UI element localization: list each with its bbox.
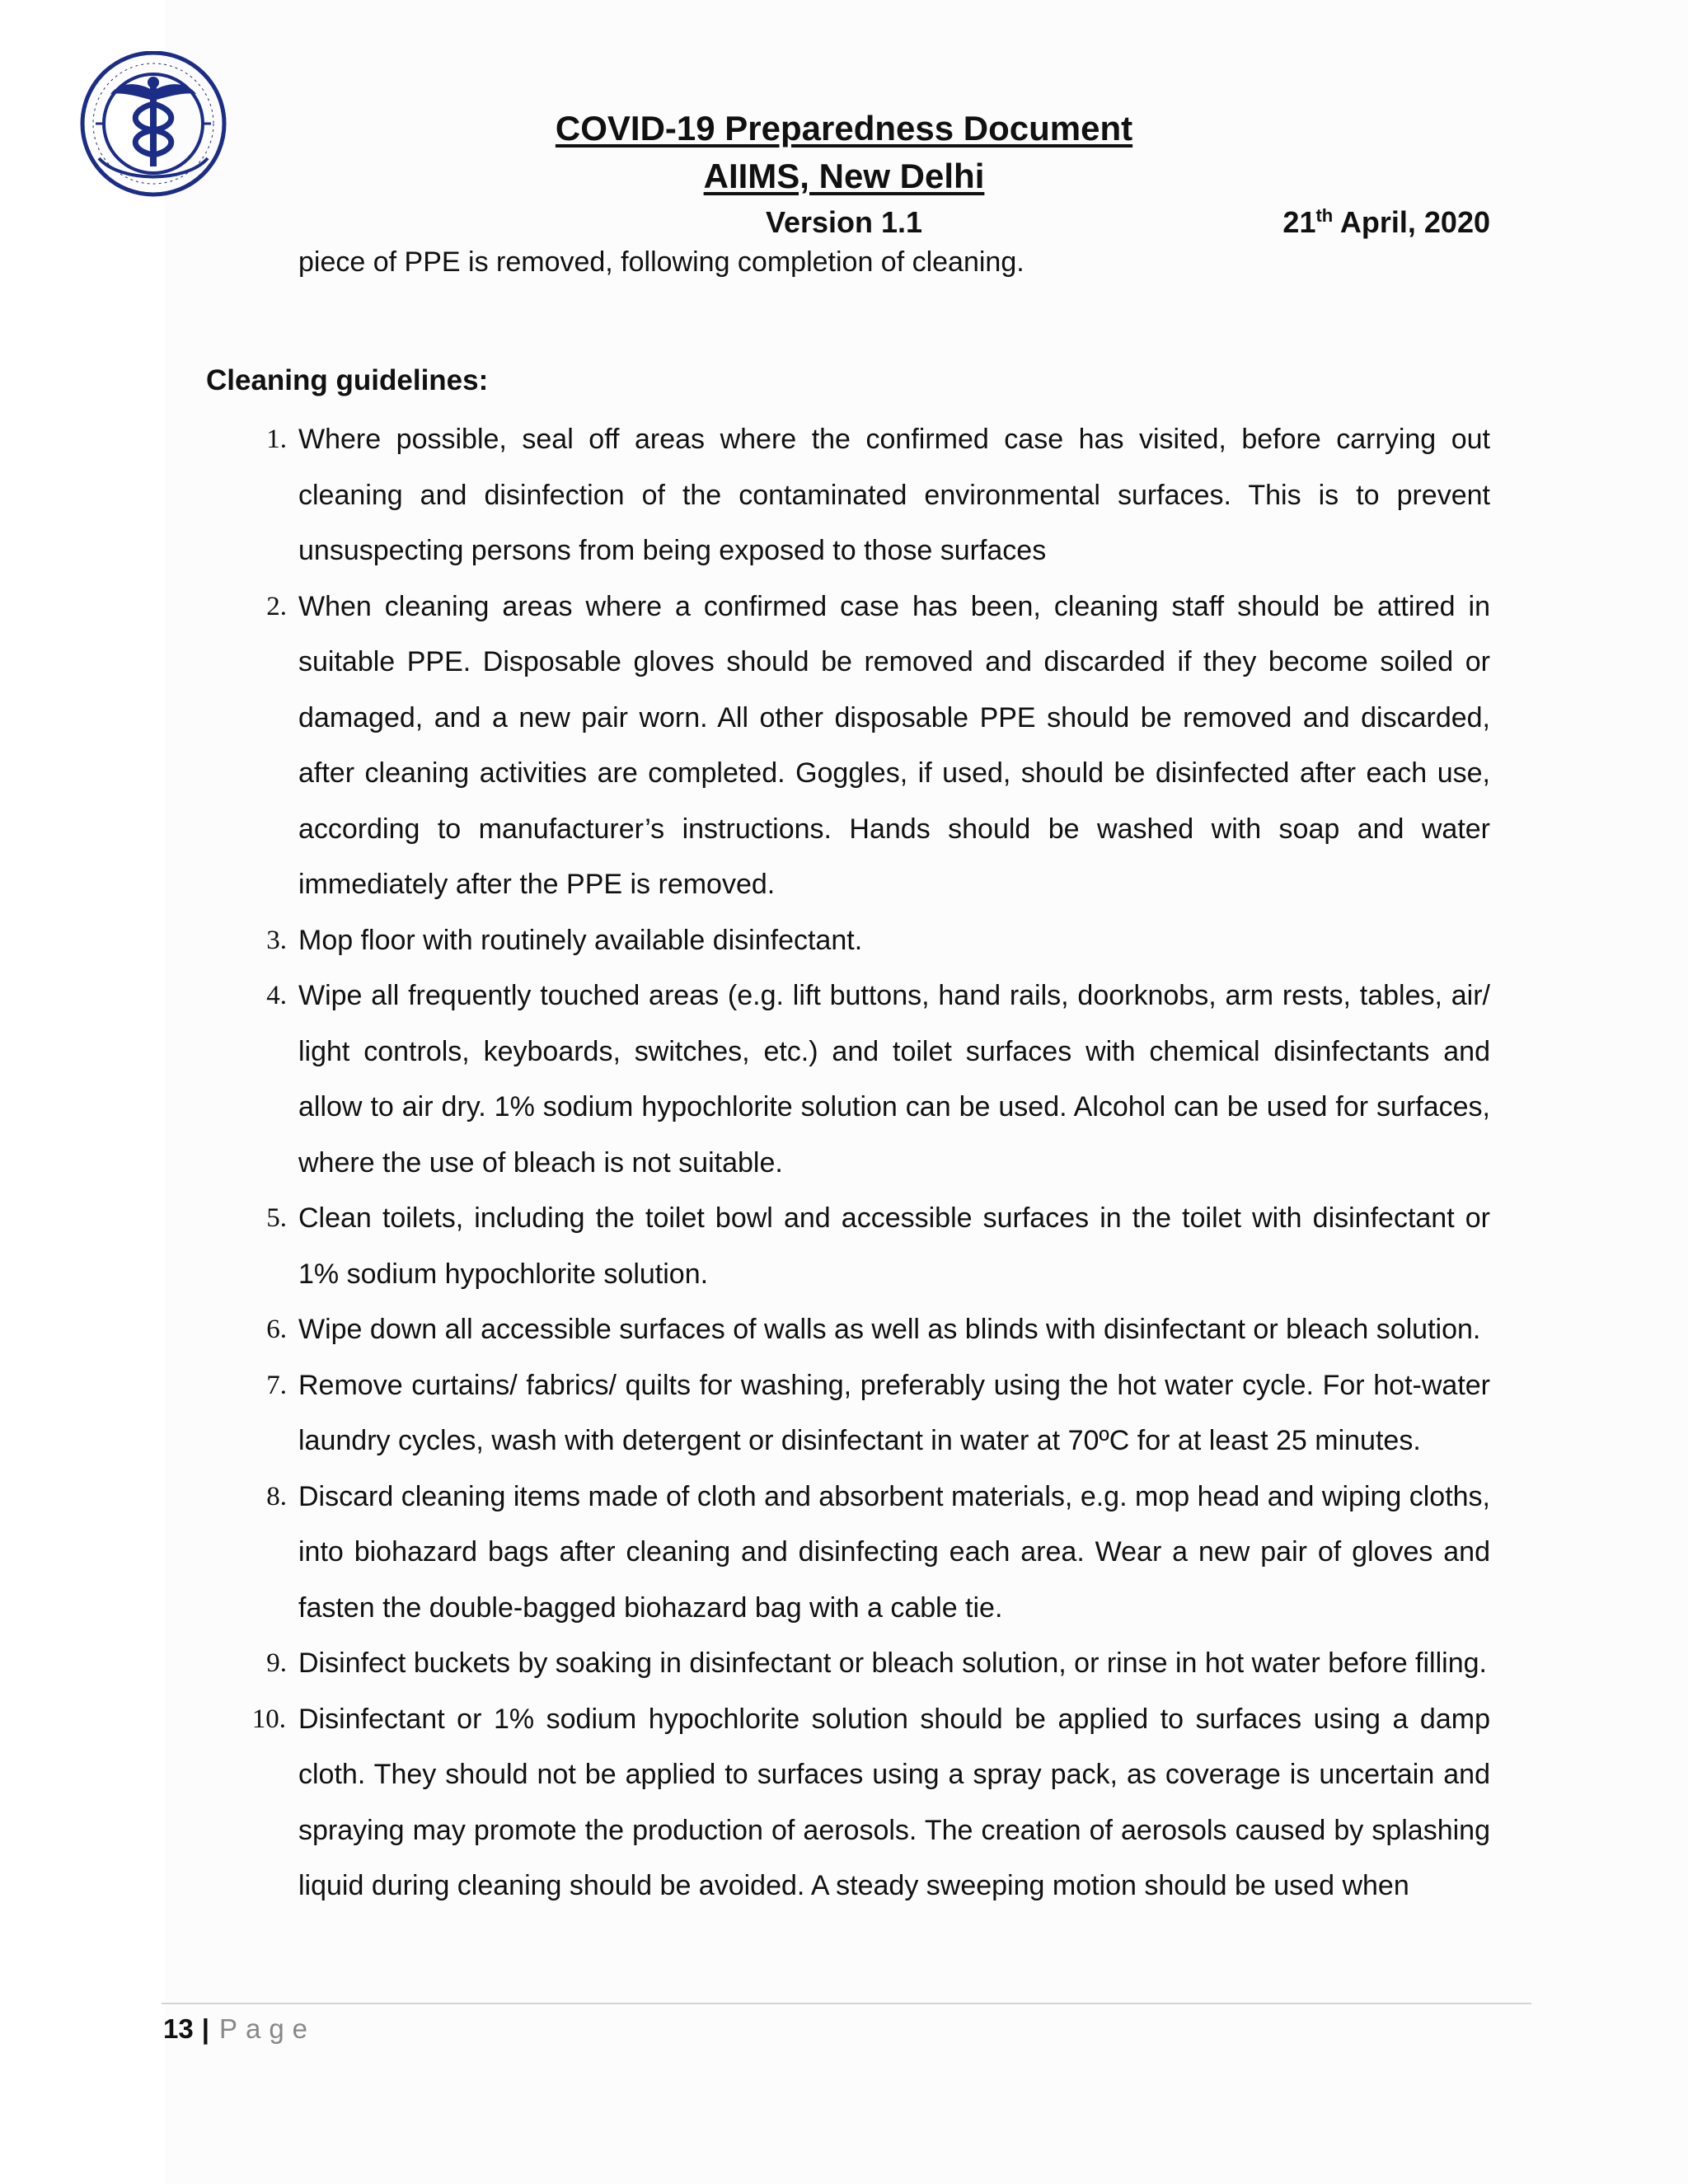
- page-footer: [163, 2008, 316, 2050]
- list-item: [266, 579, 1490, 913]
- list-item-number: 10.: [251, 1704, 286, 1734]
- document-date: [1282, 201, 1490, 244]
- date-rest: April, 2020: [1333, 205, 1490, 239]
- list-item-number: 4.: [266, 981, 287, 1010]
- list-item-text: Disinfect buckets by soaking in disinfectant or bleach solution, or rinse in hot water before filling.: [298, 1647, 1487, 1679]
- carryover-text: piece of PPE is removed, following completion of cleaning.: [298, 246, 1025, 278]
- list-item-number: 2.: [266, 591, 287, 621]
- list-item: [266, 968, 1490, 1191]
- document-title: COVID-19 Preparedness Document: [555, 109, 1133, 148]
- page-number: 13: [163, 2013, 194, 2044]
- list-item-text: Where possible, seal off areas where the confirmed case has visited, before carrying out cleaning and disinfection of the contaminated environmental surfaces. This is to prevent unsuspecting persons from being exposed to those surfaces: [298, 424, 1490, 566]
- list-item-number: 8.: [266, 1481, 287, 1511]
- list-item-text: Discard cleaning items made of cloth and absorbent materials, e.g. mop head and wiping cloths, into biohazard bags after cleaning and disinfecting each area. Wear a new pair of gloves and fasten the double-bagged biohazard bag with a cable tie.: [298, 1480, 1490, 1624]
- list-item: [251, 1692, 1490, 1915]
- date-suffix: th: [1315, 205, 1334, 226]
- list-item-text: Wipe down all accessible surfaces of walls as well as blinds with disinfectant or bleach solution.: [298, 1314, 1481, 1345]
- list-item: [266, 1191, 1490, 1302]
- list-item-number: 9.: [266, 1648, 287, 1678]
- list-item-text: Remove curtains/ fabrics/ quilts for washing, preferably using the hot water cycle. For hot-water laundry cycles, wash with detergent or disinfectant in water at 70ºC for at least 25 minutes.: [298, 1369, 1490, 1456]
- list-item: [266, 1636, 1490, 1692]
- version-label: Version 1.1: [765, 205, 923, 239]
- footer-divider: [162, 2003, 1531, 2004]
- list-item-number: 7.: [266, 1370, 287, 1400]
- list-item-text: When cleaning areas where a confirmed case has been, cleaning staff should be attired in suitable PPE. Disposable gloves should be removed and discarded if they become soiled or damaged, and a new pair worn. All other disposable PPE should be removed and discarded, after cleaning activities are completed. Goggles, if used, should be disinfected after each use, according to manufacturer’s instructions. Hands should be washed with soap and water immediately after the PPE is removed.: [298, 590, 1490, 900]
- list-item: [266, 1358, 1490, 1469]
- date-day: 21: [1282, 205, 1316, 239]
- list-item-number: 1.: [266, 424, 287, 454]
- organization-name: AIIMS, New Delhi: [703, 157, 985, 195]
- list-item-text: Mop floor with routinely available disinfectant.: [298, 924, 863, 956]
- list-item: [266, 412, 1490, 579]
- section-heading: Cleaning guidelines:: [206, 364, 489, 396]
- list-item-text: Wipe all frequently touched areas (e.g. lift buttons, hand rails, doorknobs, arm rests, tables, air/ light controls, keyboards, switches, etc.) and toilet surfaces with chemical disinfectants and allow to air dry. 1% sodium hypochlorite solution can be used. Alcohol can be used for surfaces, where the use of bleach is not suitable.: [298, 980, 1490, 1179]
- page-word: Page: [218, 2013, 316, 2044]
- list-item-number: 3.: [266, 925, 287, 955]
- list-item: [266, 1469, 1490, 1637]
- list-item-number: 6.: [266, 1315, 287, 1344]
- list-item: [266, 1302, 1490, 1358]
- list-item: [266, 913, 1490, 969]
- cleaning-guidelines-list: [0, 412, 1688, 1915]
- list-item-text: Disinfectant or 1% sodium hypochlorite solution should be applied to surfaces using a damp cloth. They should not be applied to surfaces using a spray pack, as coverage is uncertain and spraying may promote the production of aerosols. The creation of aerosols caused by splashing liquid during cleaning should be avoided. A steady sweeping motion should be used when: [298, 1703, 1490, 1901]
- list-item-text: Clean toilets, including the toilet bowl and accessible surfaces in the toilet with disinfectant or 1% sodium hypochlorite solution.: [298, 1202, 1490, 1290]
- list-item-number: 5.: [266, 1203, 287, 1233]
- footer-separator: |: [201, 2013, 209, 2044]
